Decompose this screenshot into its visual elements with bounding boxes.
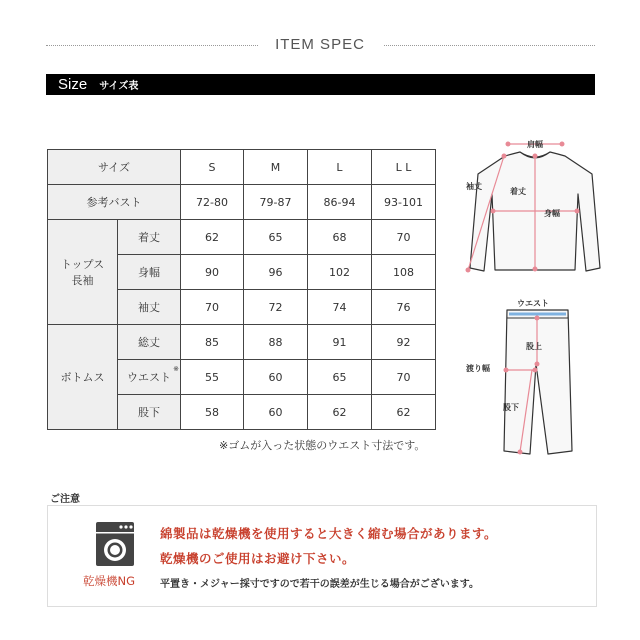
table-cell: 96 <box>244 255 308 290</box>
label-shoulder: 肩幅 <box>527 140 543 149</box>
table-cell: 62 <box>181 220 244 255</box>
table-cell: 55 <box>181 360 244 395</box>
bottoms-group-label: ボトムス <box>48 325 118 430</box>
table-cell: 62 <box>372 395 436 430</box>
label-width: 身幅 <box>544 209 560 218</box>
table-cell: 85 <box>181 325 244 360</box>
size-section-bar <box>46 74 595 95</box>
table-cell: 72-80 <box>181 185 244 220</box>
row-label: 着丈 <box>118 220 181 255</box>
table-row <box>48 325 436 360</box>
table-cell: 60 <box>244 360 308 395</box>
caution-line-1: 綿製品は乾燥機を使用すると大きく縮む場合があります。 <box>160 526 498 541</box>
table-row <box>48 185 436 220</box>
label-rise: 股上 <box>526 342 542 351</box>
table-cell: 65 <box>308 360 372 395</box>
table-cell: 92 <box>372 325 436 360</box>
caution-line-3: 平置き・メジャー採寸ですので若干の誤差が生じる場合がございます。 <box>160 579 479 590</box>
table-cell: 60 <box>244 395 308 430</box>
header-rule-right <box>384 45 595 46</box>
tops-group-label <box>48 220 118 325</box>
label-waist: ウエスト <box>517 299 549 308</box>
dryer-icon <box>95 521 135 567</box>
table-cell: 76 <box>372 290 436 325</box>
table-cell: 65 <box>244 220 308 255</box>
table-cell: 88 <box>244 325 308 360</box>
caution-line-2: 乾燥機のご使用はお避け下さい。 <box>160 551 356 566</box>
size-bar-title: Size <box>58 76 88 93</box>
bust-label: 参考バスト <box>48 185 181 220</box>
row-label: 袖丈 <box>118 290 181 325</box>
table-cell: 108 <box>372 255 436 290</box>
label-inseam: 股下 <box>503 403 519 412</box>
row-label: 身幅 <box>118 255 181 290</box>
table-cell: 74 <box>308 290 372 325</box>
table-cell: 79-87 <box>244 185 308 220</box>
size-col-ll: L L <box>372 150 436 185</box>
label-thigh: 渡り幅 <box>466 364 490 373</box>
table-cell: 70 <box>372 220 436 255</box>
row-label: 総丈 <box>118 325 181 360</box>
label-sleeve: 袖丈 <box>466 182 482 191</box>
size-col-s: S <box>181 150 244 185</box>
table-cell: 70 <box>372 360 436 395</box>
table-cell: 62 <box>308 395 372 430</box>
table-cell: 70 <box>181 290 244 325</box>
table-cell: 72 <box>244 290 308 325</box>
table-cell: 93-101 <box>372 185 436 220</box>
table-cell: 86-94 <box>308 185 372 220</box>
table-row <box>48 220 436 255</box>
size-header-cell: サイズ <box>48 150 181 185</box>
top-garment-diagram <box>460 134 610 284</box>
pants-diagram <box>460 296 610 461</box>
table-cell: 68 <box>308 220 372 255</box>
caution-title: ご注意 <box>50 494 80 505</box>
tops-group-line1: トップス <box>60 258 105 271</box>
dryer-ng-label: 乾燥機NG <box>83 574 136 588</box>
table-footnote: ※ゴムが入った状態のウエスト寸法です。 <box>219 439 426 452</box>
row-label-waist <box>118 360 181 395</box>
page-title: ITEM SPEC <box>275 36 365 53</box>
size-table <box>47 149 436 430</box>
size-bar-subtitle: サイズ表 <box>99 81 139 92</box>
table-cell: 90 <box>181 255 244 290</box>
row-label: ウエスト <box>127 371 171 384</box>
tops-group-line2: 長袖 <box>71 274 94 287</box>
table-cell: 91 <box>308 325 372 360</box>
note-mark: ※ <box>173 365 179 373</box>
table-cell: 102 <box>308 255 372 290</box>
size-col-m: M <box>244 150 308 185</box>
size-col-l: L <box>308 150 372 185</box>
row-label: 股下 <box>118 395 181 430</box>
table-cell: 58 <box>181 395 244 430</box>
label-length: 着丈 <box>510 187 526 196</box>
table-header-row <box>48 150 436 185</box>
